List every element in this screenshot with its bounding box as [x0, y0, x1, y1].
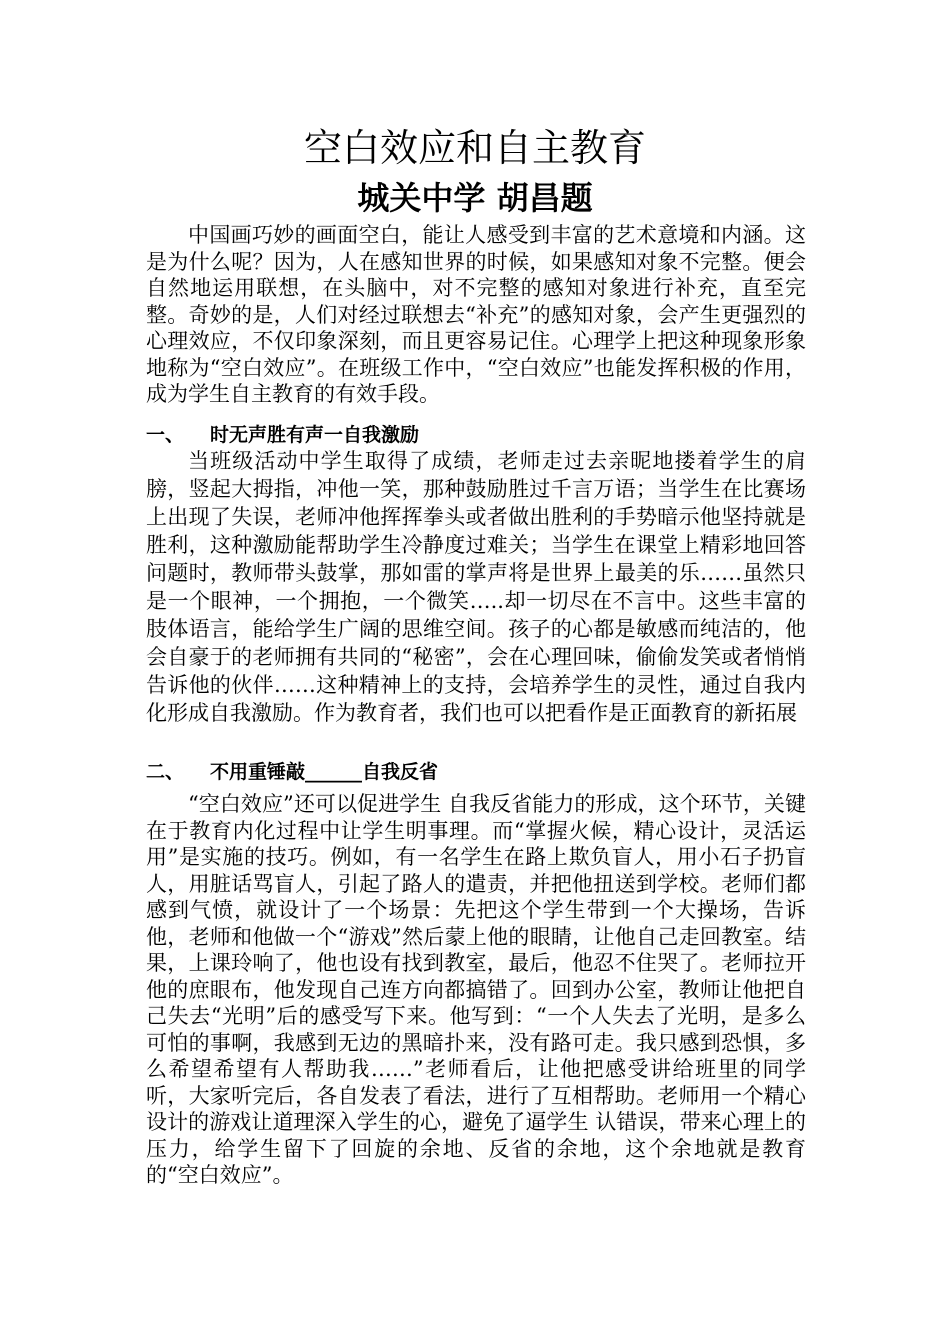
intro-paragraph: 中国画巧妙的画面空白，能让人感受到丰富的艺术意境和内涵。这是为什么呢？因为，人在感知世界的时候，如果感知对象不完整。便会自然地运用联想，在头脑中，对不完整的感知对象进行补充，直至完整。奇妙的是，人们对经过联想去“补充”的感知对象，会产生更强烈的心理效应，不仅印象深刻，而且更容易记住。心理学上把这种现象形象地称为“空白效应”。在班级工作中，“空白效应”也能发挥积极的作用，成为学生自主教育的有效手段。	[146, 223, 806, 406]
author-subtitle: 城关中学 胡昌题	[357, 179, 593, 217]
section-2-paragraph: “空白效应”还可以促进学生 自我反省能力的形成，这个环节，关键在于教育内化过程中让学生明事理。而“掌握火候，精心设计，灵活运用”是实施的技巧。例如，有一名学生在路上欺负盲人，用小石子扔盲人，用脏话骂盲人，引起了路人的遣责，并把他扭送到学校。老师们都感到气愤，就设计了一个场景：先把这个学生带到一个大操场，告诉他，老师和他做一个“游戏”然后蒙上他的眼睛，让他自己走回教室。结果，上课玲响了，他也设有找到教室，最后，他忍不住哭了。老师拉开他的庶眼布，他发现自己连方向都搞错了。回到办公室，教师让他把自己失去“光明”后的感受写下来。他写到：“一个人失去了光明，是多么可怕的事啊，我感到无边的黑暗扑来，没有路可走。我只感到恐惧，多么希望希望有人帮助我……”老师看后，让他把感受讲给班里的同学听，大家听完后，各自发表了看法，进行了互相帮助。老师用一个精心设计的游戏让道理深入学生的心，避免了逼学生 认错误，带来心理上的压力，给学生留下了回旋的余地、反省的余地，这个余地就是教育的“空白效应”。	[146, 792, 806, 1187]
section-2-number: 二、	[146, 761, 185, 783]
section-2-heading	[146, 758, 806, 786]
page-title: 空白效应和自主教育	[303, 126, 646, 170]
section-2-title: 不用重锤敲______自我反省	[210, 761, 439, 783]
section-1-number: 一、	[146, 424, 185, 446]
section-1-heading	[146, 422, 806, 448]
section-1-title: 时无声胜有声一自我激励	[210, 424, 420, 446]
section-1-paragraph: 当班级活动中学生取得了成绩，老师走过去亲昵地搂着学生的肩膀，竖起大拇指，冲他一笑，那种鼓励胜过千言万语；当学生在比赛场上出现了失误，老师冲他挥挥拳头或者做出胜利的手势暗示他坚持就是胜利，这种激励能帮助学生冷静度过难关；当学生在课堂上精彩地回答问题时，教师带头鼓掌，那如雷的掌声将是世界上最美的乐……虽然只是一个眼神，一个拥抱，一个微笑…..却一切尽在不言中。这些丰富的肢体语言，能给学生广阔的思维空间。孩子的心都是敏感而纯洁的，他会自豪于的老师拥有共同的“秘密”，会在心理回味，偷偷发笑或者悄悄告诉他的伙伴……这种精神上的支持，会培养学生的灵性，通过自我内化形成自我激励。作为教育者，我们也可以把看作是正面教育的新拓展	[146, 449, 806, 725]
